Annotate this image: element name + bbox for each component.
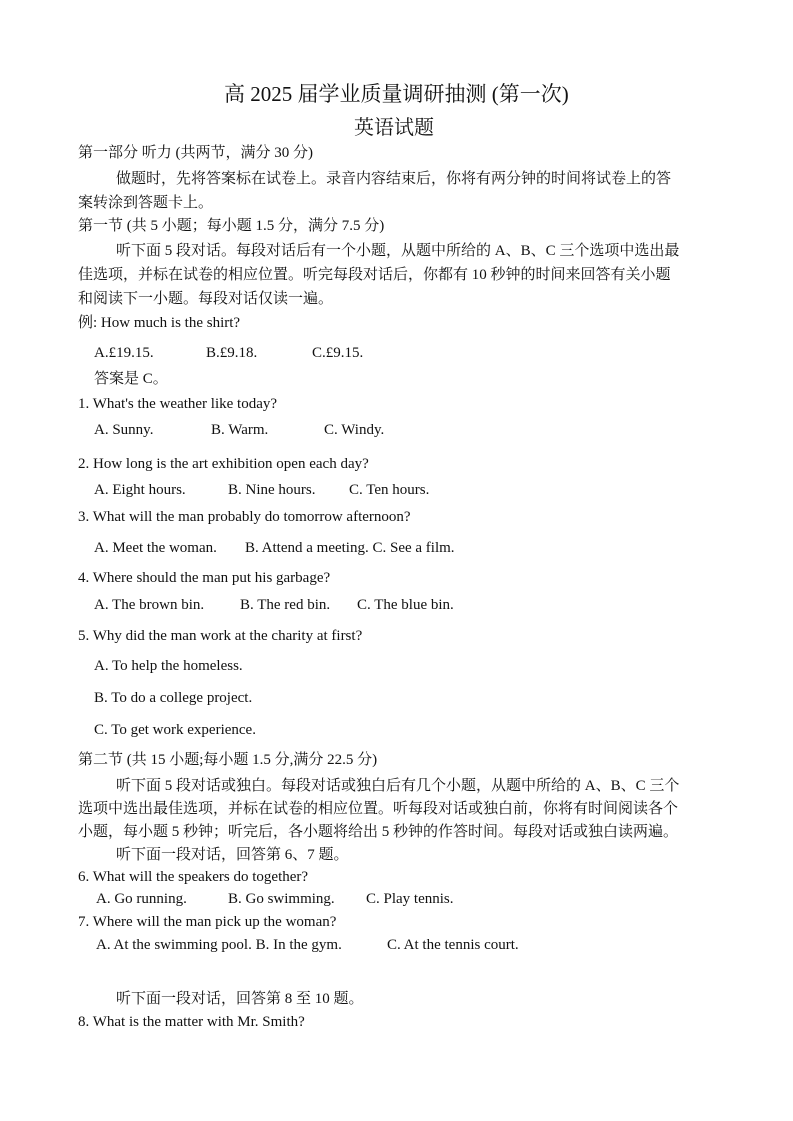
q5-option-a: A. To help the homeless. (94, 658, 243, 674)
q5-option-c: C. To get work experience. (94, 722, 256, 738)
q6-option-a: A. Go running. (96, 891, 187, 907)
example-answer: 答案是 C。 (94, 371, 168, 387)
example-option-a: A.£19.15. (94, 345, 154, 361)
section1-heading: 第一节 (共 5 小题；每小题 1.5 分，满分 7.5 分) (78, 218, 385, 234)
q7-option-c: C. At the tennis court. (387, 937, 519, 953)
q4-option-b: B. The red bin. (240, 597, 331, 613)
q2-option-c: C. Ten hours. (349, 482, 430, 498)
q1-option-a: A. Sunny. (94, 422, 154, 438)
q1-option-b: B. Warm. (211, 422, 269, 438)
lead-questions-6-7: 听下面一段对话，回答第 6、7 题。 (116, 847, 349, 863)
question-5: 5. Why did the man work at the charity at first? (78, 628, 363, 644)
question-3: 3. What will the man probably do tomorrow afternoon? (78, 509, 411, 525)
q4-option-a: A. The brown bin. (94, 597, 205, 613)
section2-heading: 第二节 (共 15 小题;每小题 1.5 分,满分 22.5 分) (78, 752, 378, 768)
q3-option-bc: B. Attend a meeting. C. See a film. (245, 540, 455, 556)
q2-option-b: B. Nine hours. (228, 482, 316, 498)
lead-questions-8-10: 听下面一段对话，回答第 8 至 10 题。 (116, 991, 364, 1007)
section1-instruction-line: 佳选项，并标在试卷的相应位置。听完每段对话后，你都有 10 秒钟的时间来回答有关小题 (78, 267, 671, 283)
part1-instruction-line: 做题时，先将答案标在试卷上。录音内容结束后，你将有两分钟的时间将试卷上的答 (116, 171, 672, 187)
q6-option-b: B. Go swimming. (228, 891, 335, 907)
q1-option-c: C. Windy. (324, 422, 385, 438)
question-1: 1. What's the weather like today? (78, 396, 278, 412)
q2-option-a: A. Eight hours. (94, 482, 186, 498)
section2-instruction-line: 小题，每小题 5 秒钟；听完后，各小题将给出 5 秒钟的作答时间。每段对话或独白读两遍。 (78, 824, 679, 840)
question-2: 2. How long is the art exhibition open each day? (78, 456, 369, 472)
part1-heading: 第一部分 听力 (共两节，满分 30 分) (78, 145, 313, 161)
part1-instruction-line: 案转涂到答题卡上。 (78, 195, 214, 211)
section1-instruction-line: 听下面 5 段对话。每段对话后有一个小题，从题中所给的 A、B、C 三个选项中选出最 (116, 243, 680, 259)
q6-option-c: C. Play tennis. (366, 891, 454, 907)
example-option-c: C.£9.15. (312, 345, 364, 361)
section2-instruction-line: 选项中选出最佳选项，并标在试卷的相应位置。听每段对话或独白前，你将有时间阅读各个 (78, 801, 679, 817)
q4-option-c: C. The blue bin. (357, 597, 454, 613)
page-title: 高 2025 届学业质量调研抽测 (第一次) (224, 82, 569, 106)
section2-instruction-line: 听下面 5 段对话或独白。每段对话或独白后有几个小题，从题中所给的 A、B、C 三个 (116, 778, 680, 794)
section1-instruction-line: 和阅读下一小题。每段对话仅读一遍。 (78, 291, 334, 307)
question-4: 4. Where should the man put his garbage? (78, 570, 331, 586)
example-option-b: B.£9.18. (206, 345, 258, 361)
question-8: 8. What is the matter with Mr. Smith? (78, 1014, 305, 1030)
q5-option-b: B. To do a college project. (94, 690, 253, 706)
q7-option-ab: A. At the swimming pool. B. In the gym. (96, 937, 342, 953)
question-7: 7. Where will the man pick up the woman? (78, 914, 337, 930)
example-question: 例: How much is the shirt? (78, 315, 241, 331)
question-6: 6. What will the speakers do together? (78, 869, 309, 885)
q3-option-a: A. Meet the woman. (94, 540, 217, 556)
page-subtitle: 英语试题 (354, 117, 434, 139)
